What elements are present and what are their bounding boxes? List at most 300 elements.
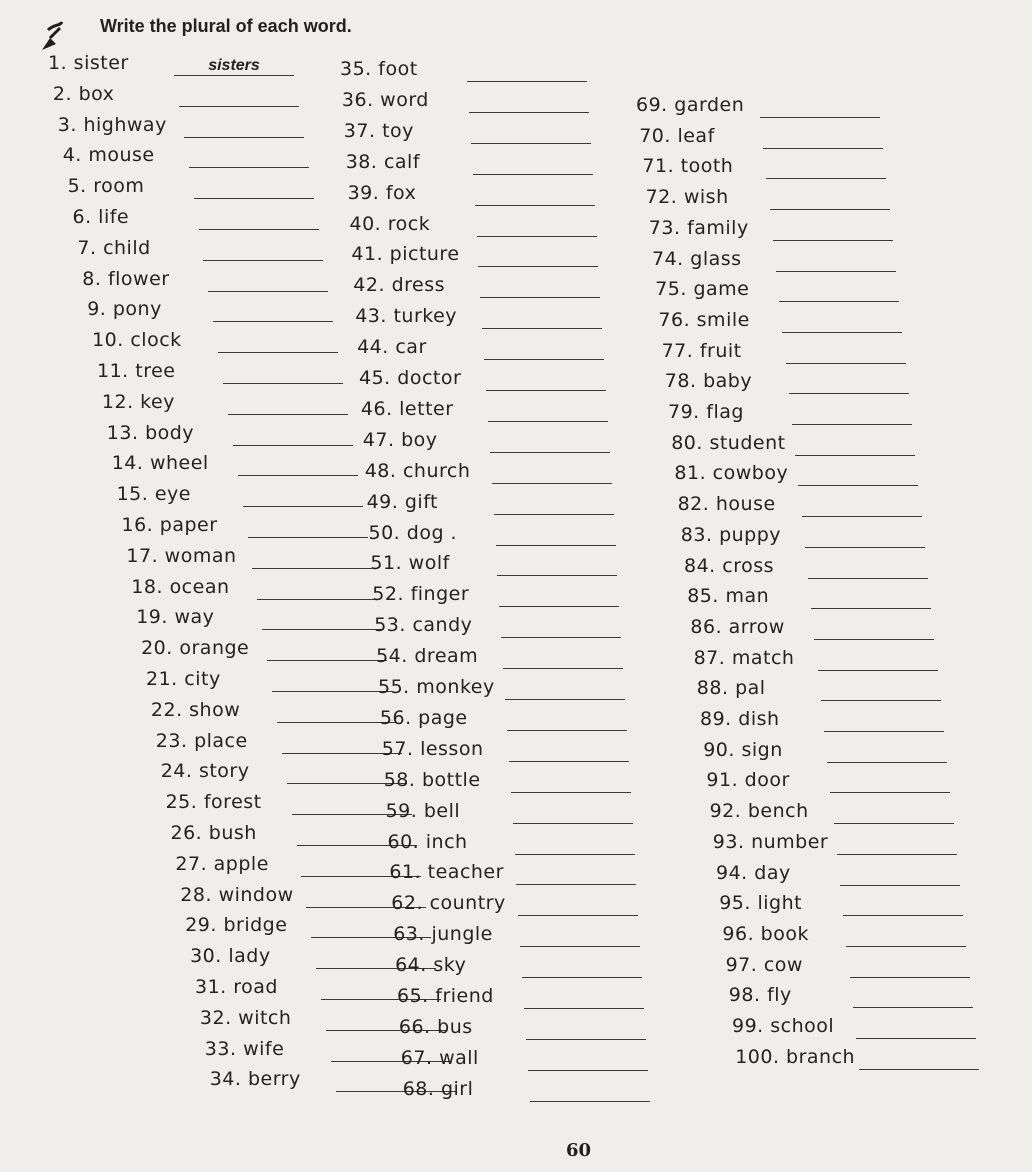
singular-word: family [687, 216, 749, 239]
plural-item [48, 50, 300, 78]
answer-blank[interactable] [238, 457, 358, 476]
plural-item [161, 758, 413, 786]
singular-word: arrow [728, 615, 785, 638]
singular-word: man [725, 585, 770, 608]
plural-item [662, 338, 912, 366]
answer-blank[interactable] [763, 130, 883, 149]
answer-blank[interactable] [843, 897, 963, 916]
singular-word: orange [179, 637, 250, 660]
plural-item [687, 583, 937, 611]
word-label: 20. orange [141, 637, 250, 660]
answer-blank[interactable] [272, 673, 392, 692]
answer-blank[interactable] [497, 557, 617, 576]
plural-item [112, 450, 364, 478]
answer-blank[interactable] [773, 222, 893, 241]
word-label: 19. way [136, 606, 215, 629]
instruction-heading: Write the plural of each word. [100, 16, 352, 36]
singular-word: book [760, 922, 809, 945]
answer-blank[interactable] [248, 519, 368, 538]
plural-item [388, 829, 641, 857]
singular-word: candy [412, 614, 473, 637]
answer-blank[interactable] [496, 527, 616, 546]
singular-word: mouse [88, 144, 155, 167]
singular-word: wish [683, 186, 729, 209]
answer-blank[interactable] [770, 191, 890, 210]
answer-blank[interactable] [475, 187, 595, 206]
word-label: 24. story [160, 760, 250, 783]
word-label: 46. letter [360, 397, 454, 420]
word-label: 45. doctor [359, 367, 462, 389]
answer-blank[interactable] [837, 836, 957, 855]
word-label: 83. puppy [680, 523, 782, 546]
plural-item [697, 675, 947, 703]
answer-blank[interactable] [811, 590, 931, 609]
word-label: 23. place [155, 729, 248, 752]
plural-item [374, 612, 627, 640]
plural-item [102, 389, 354, 417]
answer-blank[interactable] [859, 1051, 979, 1070]
answer-blank[interactable] [824, 713, 944, 732]
plural-item [399, 1014, 652, 1042]
plural-item [361, 396, 614, 424]
answer-blank[interactable] [473, 156, 593, 175]
answer-blank[interactable] [795, 437, 915, 456]
singular-word: road [233, 976, 278, 998]
singular-word: picture [389, 243, 460, 266]
word-label: 11. tree [97, 360, 176, 382]
word-label: 30. lady [190, 945, 271, 968]
singular-word: key [140, 390, 175, 413]
singular-word: smile [696, 308, 750, 331]
answer-blank[interactable] [208, 273, 328, 292]
plural-item [166, 789, 418, 817]
singular-word: pal [735, 677, 766, 700]
word-label: 39. fox [347, 181, 417, 204]
word-label: 98. fly [728, 984, 792, 1007]
plural-item [722, 921, 972, 949]
plural-item [389, 859, 642, 887]
word-label: 4. mouse [62, 144, 155, 167]
word-label: 100. branch [735, 1045, 856, 1068]
answer-blank[interactable] [850, 959, 970, 978]
plural-item [363, 427, 616, 455]
answer-blank[interactable] [490, 434, 610, 453]
word-label: 2. box [52, 82, 115, 105]
plural-item [340, 56, 593, 84]
answer-blank[interactable] [499, 588, 619, 607]
singular-word: calf [383, 150, 421, 173]
singular-word: finger [410, 583, 470, 606]
singular-word: door [744, 769, 790, 792]
word-label: 22. show [150, 698, 241, 721]
answer-blank[interactable] [223, 365, 343, 384]
word-label: 44. car [357, 336, 427, 359]
word-label: 27. apple [175, 852, 269, 875]
plural-item [369, 520, 622, 548]
singular-word: dream [414, 645, 479, 668]
answer-blank[interactable] [262, 611, 382, 630]
answer-blank[interactable] [856, 1020, 976, 1039]
answer-blank[interactable] [213, 303, 333, 322]
answer-blank[interactable] [484, 341, 604, 360]
singular-word: wheel [149, 452, 209, 475]
word-label: 16. paper [121, 514, 218, 536]
word-label: 40. rock [349, 212, 431, 235]
singular-word: city [184, 668, 221, 690]
answer-blank[interactable] [277, 704, 397, 723]
word-label: 93. number [712, 830, 829, 853]
answer-blank[interactable] [494, 496, 614, 515]
singular-word: lesson [420, 737, 484, 760]
answer-blank[interactable] [469, 94, 589, 113]
answer-blank[interactable] [834, 805, 954, 824]
plural-item [384, 767, 637, 795]
plural-item [156, 728, 408, 756]
singular-word: show [189, 698, 241, 721]
plural-item [652, 246, 902, 274]
answer-blank[interactable] [194, 180, 314, 199]
answer-blank[interactable] [252, 550, 372, 569]
plural-item [658, 307, 908, 335]
plural-item [77, 235, 329, 263]
word-label: 17. woman [126, 544, 237, 567]
word-label: 97. cow [725, 953, 803, 976]
answer-blank[interactable] [511, 774, 631, 793]
word-label: 34. berry [209, 1068, 301, 1091]
answer-blank[interactable] [760, 99, 880, 118]
answer-blank[interactable] [802, 498, 922, 517]
plural-item [642, 153, 892, 181]
plural-item [403, 1076, 656, 1104]
singular-word: game [693, 278, 750, 301]
word-label: 88. pal [696, 677, 766, 700]
plural-item [681, 522, 931, 550]
answer-blank[interactable] [501, 619, 621, 638]
singular-word: ocean [169, 575, 230, 598]
plural-item [342, 87, 595, 115]
answer-blank[interactable] [257, 581, 377, 600]
plural-item [700, 706, 950, 734]
plural-item [359, 365, 612, 393]
answer-blank[interactable] [786, 345, 906, 364]
word-label: 31. road [195, 976, 278, 998]
word-label: 55. monkey [378, 676, 495, 698]
answer-blank[interactable]: sisters [174, 57, 294, 76]
word-label: 7. child [77, 236, 151, 259]
answer-blank[interactable] [184, 119, 304, 138]
word-label: 38. calf [345, 150, 421, 173]
answer-blank[interactable] [203, 242, 323, 261]
plural-item [372, 581, 625, 609]
answer-blank[interactable] [505, 681, 625, 700]
answer-blank[interactable] [516, 866, 636, 885]
answer-blank[interactable] [267, 642, 387, 661]
singular-word: sky [433, 954, 467, 977]
word-label: 67. wall [400, 1046, 479, 1069]
word-label: 89. dish [700, 708, 780, 730]
plural-item [732, 1013, 982, 1041]
singular-word: way [174, 606, 215, 629]
singular-word: bottle [421, 768, 481, 791]
plural-item [639, 123, 889, 151]
plural-item [367, 489, 620, 517]
word-label: 51. wolf [370, 552, 450, 575]
word-label: 1. sister [48, 52, 129, 74]
plural-item [141, 635, 393, 663]
singular-word: tree [135, 360, 176, 382]
singular-word: sister [73, 52, 129, 74]
word-label: 48. church [364, 459, 471, 482]
answer-blank[interactable] [243, 488, 363, 507]
word-label: 29. bridge [185, 914, 288, 937]
word-label: 36. word [341, 88, 429, 111]
plural-item [678, 491, 928, 519]
plural-item [117, 481, 369, 509]
plural-item [63, 142, 315, 170]
answer-blank[interactable] [528, 1052, 648, 1071]
answer-blank[interactable] [467, 63, 587, 82]
plural-item [68, 173, 320, 201]
answer-blank[interactable] [779, 283, 899, 302]
singular-word: inch [425, 830, 468, 853]
answer-blank[interactable] [522, 959, 642, 978]
answer-blank[interactable] [199, 211, 319, 230]
answer-blank[interactable] [471, 125, 591, 144]
word-label: 49. gift [366, 490, 439, 513]
answer-blank[interactable] [520, 928, 640, 947]
word-label: 26. bush [170, 822, 257, 844]
answer-blank[interactable] [853, 989, 973, 1008]
plural-item [713, 829, 963, 857]
answer-blank[interactable] [814, 621, 934, 640]
singular-word: wall [439, 1046, 479, 1069]
answer-blank[interactable] [821, 682, 941, 701]
word-label: 6. life [72, 206, 130, 228]
singular-word: paper [159, 514, 218, 536]
singular-word: word [380, 88, 429, 111]
word-label: 56. page [379, 706, 468, 729]
singular-word: monkey [416, 676, 495, 698]
singular-word: student [709, 431, 786, 454]
plural-item [393, 921, 646, 949]
word-label: 63. jungle [393, 923, 493, 946]
word-label: 59. bell [385, 799, 461, 822]
word-label: 79. flag [668, 401, 744, 423]
singular-word: letter [399, 397, 454, 420]
plural-item [73, 204, 325, 232]
answer-blank[interactable] [805, 529, 925, 548]
word-label: 60. inch [387, 830, 468, 853]
singular-word: cow [763, 953, 803, 976]
singular-word: car [395, 336, 427, 359]
word-label: 66. bus [398, 1015, 473, 1038]
answer-blank[interactable] [507, 712, 627, 731]
plural-item [671, 430, 921, 458]
plural-item [131, 574, 383, 602]
singular-word: woman [164, 544, 237, 567]
singular-word: jungle [431, 923, 493, 946]
word-label: 94. day [716, 861, 791, 884]
answer-blank[interactable] [518, 897, 638, 916]
singular-word: house [715, 493, 776, 516]
singular-word: bridge [223, 914, 288, 937]
answer-blank[interactable] [477, 218, 597, 237]
singular-word: child [103, 236, 151, 259]
answer-blank[interactable] [233, 427, 353, 446]
word-label: 28. window [180, 883, 294, 906]
plural-item [668, 399, 918, 427]
answer-blank[interactable] [218, 334, 338, 353]
word-label: 92. bench [709, 800, 809, 823]
singular-word: dog . [406, 521, 458, 544]
answer-blank[interactable] [513, 805, 633, 824]
plural-item [370, 550, 623, 578]
singular-word: lady [228, 945, 271, 968]
word-label: 43. turkey [355, 305, 458, 328]
answer-blank[interactable] [488, 403, 608, 422]
singular-word: body [145, 421, 195, 444]
singular-word: country [429, 892, 506, 915]
word-label: 70. leaf [639, 124, 715, 147]
singular-word: fox [385, 181, 417, 204]
answer-blank[interactable] [530, 1083, 650, 1102]
singular-word: leaf [677, 124, 715, 147]
word-label: 73. family [648, 216, 749, 239]
singular-word: glass [690, 247, 742, 270]
plural-item [710, 798, 960, 826]
singular-word: baby [703, 370, 753, 393]
singular-word: eye [154, 483, 191, 506]
word-label: 21. city [146, 668, 221, 690]
singular-word: forest [203, 791, 262, 814]
singular-word: clock [130, 329, 182, 352]
singular-word: girl [440, 1077, 474, 1100]
singular-word: pony [112, 298, 162, 321]
plural-item [649, 215, 899, 243]
plural-item [378, 674, 631, 702]
plural-item [365, 458, 618, 486]
singular-word: fruit [699, 339, 742, 362]
singular-word: match [731, 646, 795, 669]
word-label: 76. smile [658, 308, 750, 331]
singular-word: page [418, 706, 468, 729]
plural-item [703, 737, 953, 765]
answer-blank[interactable] [840, 867, 960, 886]
answer-blank[interactable] [776, 253, 896, 272]
plural-item [350, 211, 603, 239]
word-label: 77. fruit [661, 339, 742, 362]
answer-blank[interactable] [482, 310, 602, 329]
word-label: 82. house [677, 493, 776, 516]
answer-blank[interactable] [179, 88, 299, 107]
singular-word: highway [83, 113, 167, 136]
word-label: 12. key [101, 390, 175, 413]
singular-word: day [754, 861, 791, 884]
singular-word: cross [722, 554, 775, 577]
answer-blank[interactable] [480, 279, 600, 298]
word-label: 33. wife [204, 1037, 285, 1060]
singular-word: wolf [408, 552, 450, 575]
plural-item [87, 296, 339, 324]
word-label: 65. friend [397, 985, 494, 1007]
plural-item [351, 241, 604, 269]
answer-blank[interactable] [524, 990, 644, 1009]
answer-blank[interactable] [846, 928, 966, 947]
word-label: 42. dress [353, 274, 446, 297]
singular-word: rock [387, 212, 431, 235]
singular-word: toy [382, 119, 414, 142]
word-label: 90. sign [703, 738, 783, 761]
singular-word: story [198, 760, 250, 783]
answer-blank[interactable] [526, 1021, 646, 1040]
singular-word: number [751, 830, 829, 853]
answer-blank[interactable] [792, 406, 912, 425]
answer-blank[interactable] [789, 375, 909, 394]
answer-blank[interactable] [509, 743, 629, 762]
singular-word: bush [208, 822, 257, 844]
word-label: 13. body [106, 421, 195, 444]
answer-blank[interactable] [492, 465, 612, 484]
answer-blank[interactable] [766, 160, 886, 179]
answer-blank[interactable] [189, 149, 309, 168]
word-label: 3. highway [57, 113, 167, 136]
plural-item [355, 303, 608, 331]
plural-item [646, 184, 896, 212]
singular-word: foot [378, 58, 418, 80]
answer-blank[interactable] [503, 650, 623, 669]
plural-item [655, 276, 905, 304]
answer-blank[interactable] [478, 248, 598, 267]
page-number: 60 [566, 1140, 592, 1161]
answer-blank[interactable] [808, 560, 928, 579]
singular-word: gift [404, 490, 439, 513]
word-label: 47. boy [362, 428, 438, 451]
plural-item [353, 272, 606, 300]
word-label: 81. cowboy [674, 462, 789, 485]
singular-word: life [98, 206, 130, 228]
singular-word: box [78, 82, 115, 105]
answer-blank[interactable] [515, 836, 635, 855]
answer-blank[interactable] [827, 744, 947, 763]
pencil-mark-icon [36, 20, 70, 54]
word-label: 54. dream [376, 645, 479, 668]
word-label: 62. country [391, 892, 506, 915]
singular-word: turkey [393, 305, 458, 328]
answer-blank[interactable] [486, 372, 606, 391]
singular-word: witch [238, 1006, 292, 1029]
plural-item [719, 890, 969, 918]
answer-blank[interactable] [830, 774, 950, 793]
plural-item [397, 983, 650, 1011]
plural-item [58, 112, 310, 140]
singular-word: dish [738, 708, 780, 730]
singular-word: doctor [397, 367, 462, 389]
singular-word: school [770, 1015, 835, 1037]
answer-blank[interactable] [798, 467, 918, 486]
singular-word: bench [747, 800, 809, 823]
plural-item [395, 952, 648, 980]
answer-blank[interactable] [818, 652, 938, 671]
word-label: 14. wheel [111, 452, 209, 475]
word-label: 10. clock [92, 329, 182, 352]
word-label: 9. pony [87, 298, 162, 321]
singular-word: garden [674, 94, 745, 116]
plural-item [126, 543, 378, 571]
plural-item [344, 118, 597, 146]
answer-blank[interactable] [782, 314, 902, 333]
answer-blank[interactable] [228, 396, 348, 415]
word-label: 64. sky [395, 954, 467, 977]
